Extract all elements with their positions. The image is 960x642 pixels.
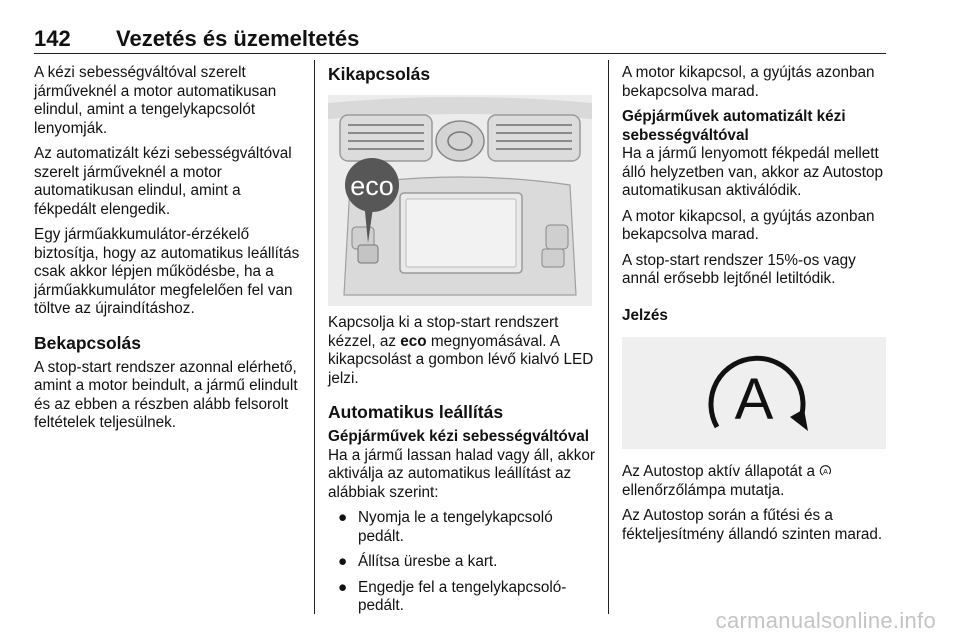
chapter-title: Vezetés és üzemeltetés (116, 26, 360, 51)
eco-keyword: eco (400, 332, 427, 350)
eco-badge-label: eco (350, 171, 394, 201)
watermark: carmanualsonline.info (715, 608, 936, 633)
paragraph-activate-autostop: Ha a jármű lassan halad vagy áll, akkor aktiválja az automatikus leállítást az alábbiak szerint: (328, 446, 595, 501)
list-item: ● Nyomja le a tengelykapcsoló pedált. (338, 509, 553, 545)
column-3 (622, 64, 890, 551)
dashboard-illustration (328, 95, 592, 306)
autostop-indicator-figure (622, 337, 886, 449)
autostop-letter: A (734, 367, 774, 432)
bullet-icon: ● (338, 509, 348, 526)
paragraph-indicator: Az Autostop aktív állapotát a A ellenőrzőlámpa mutatja. (622, 463, 890, 500)
paragraph-availability: A stop-start rendszer azonnal elérhető, amint a motor beindult, a jármű elindult és az ebben a részben alább felsorolt feltételek teljesülnek. (34, 358, 298, 431)
paragraph-heating-braking: Az Autostop során a fűtési és a fékteljesítmény állandó szinten marad. (622, 507, 883, 543)
header-rule (34, 53, 886, 54)
list-item: ● Engedje fel a tengelykapcsoló-pedált. (338, 578, 567, 614)
paragraph-battery-sensor: Egy járműakkumulátor-érzékelő biztosítja, hogy az automatikus leállítás csak akkor lépjen működésbe, ha a járműakkumulátor megfelelően fel van töltve az újraindításhoz. (34, 226, 300, 317)
dashboard-eco-button-illustration (328, 95, 592, 306)
autostop-icon (622, 337, 886, 449)
heading-auto-leallitas: Automatikus leállítás (328, 402, 504, 422)
bullet-icon: ● (338, 553, 348, 570)
heading-bekapcsolas: Bekapcsolás (34, 332, 142, 353)
autostop-inline-icon (819, 464, 832, 477)
column-1 (34, 64, 302, 440)
heading-kikapcsolas: Kikapcsolás (328, 64, 431, 84)
heading-automated-gearbox: Gépjárművek automatizált kézi sebességváltóval (622, 108, 846, 144)
column-divider-2 (608, 60, 609, 614)
paragraph-manual-restart: A kézi sebességváltóval szerelt járműveknél a motor automatikusan elindul, amint a tengelykapcsolót lenyomják. (34, 64, 277, 137)
column-2 (328, 64, 596, 623)
heading-manual-gearbox: Gépjárművek kézi sebességváltóval (328, 428, 590, 445)
page-number: 142 (34, 26, 71, 51)
paragraph-engine-off: A motor kikapcsol, a gyújtás azonban bekapcsolva marad. (622, 64, 875, 100)
instruction-list (328, 509, 596, 616)
paragraph-manual-disable: Kapcsolja ki a stop-start rendszert kézzel, az eco megnyomásával. A kikapcsolást a gombon lévő kialvó LED jelzi. (328, 314, 594, 387)
paragraph-engine-off-2: A motor kikapcsol, a gyújtás azonban bekapcsolva marad. (622, 207, 875, 243)
list-item: ● Állítsa üresbe a kart. (338, 553, 498, 570)
paragraph-automated-restart: Az automatizált kézi sebességváltóval szerelt járműveknél a motor automatikusan elindul, amint a fékpedált elengedik. (34, 145, 292, 218)
paragraph-slope-disable: A stop-start rendszer 15%-os vagy annál erősebb lejtőnél letiltódik. (622, 251, 856, 287)
bullet-icon: ● (338, 578, 348, 596)
heading-jelzes: Jelzés (622, 306, 668, 324)
paragraph-brake-autostop: Ha a jármű lenyomott fékpedál mellett álló helyzetben van, akkor az Autostop automatikusan aktiválódik. (622, 145, 884, 199)
column-divider-1 (314, 60, 315, 614)
svg-text:A: A (823, 466, 829, 476)
